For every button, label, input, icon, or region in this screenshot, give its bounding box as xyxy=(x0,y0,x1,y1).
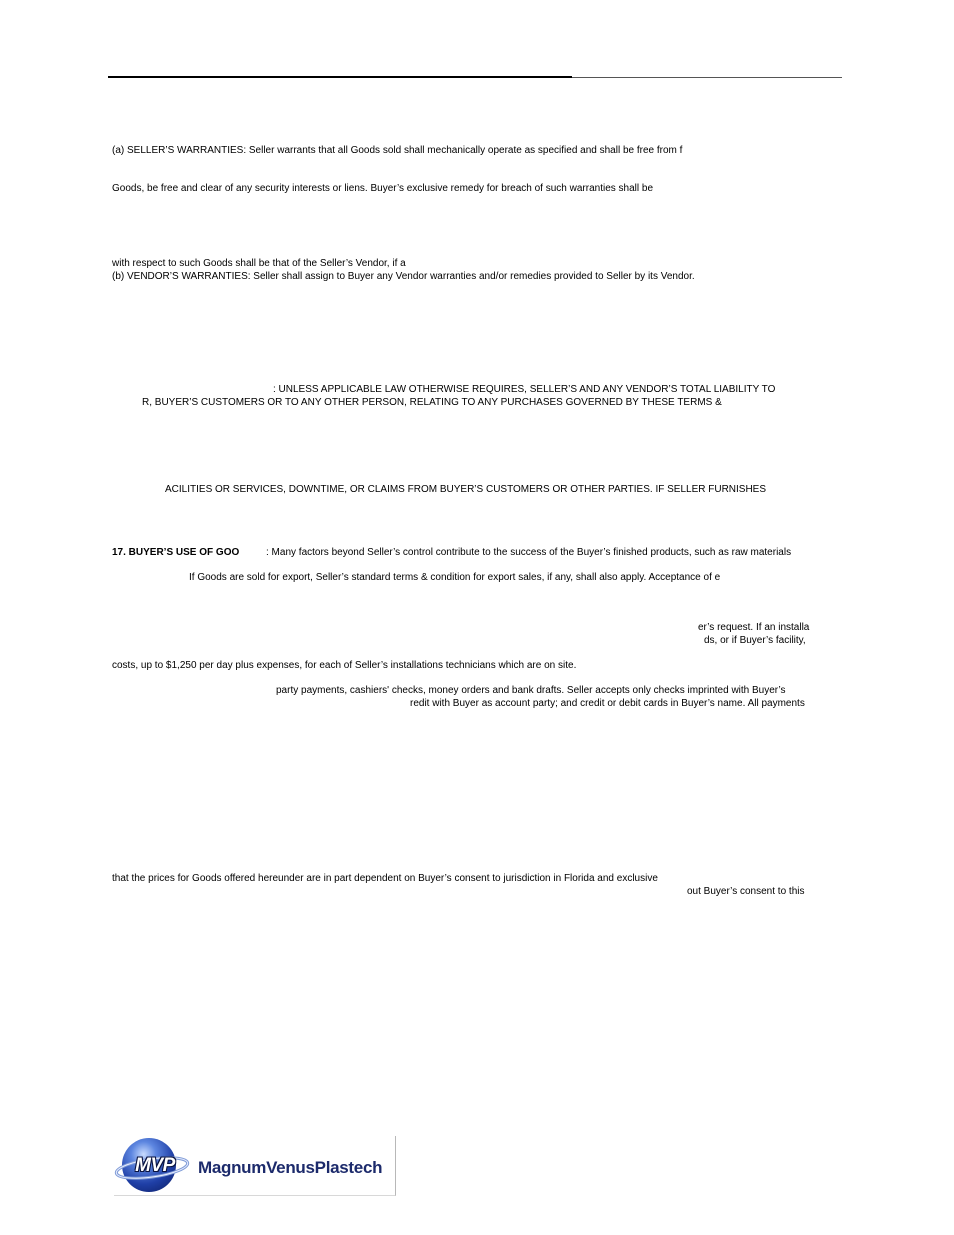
section-17-heading: 17. BUYER’S USE OF GOO xyxy=(112,547,240,558)
header-rule-left xyxy=(108,76,572,78)
logo-wordmark: MagnumVenusPlastech xyxy=(198,1158,383,1177)
warranty-vendor-respect-line: with respect to such Goods shall be that of the Seller’s Vendor, if a xyxy=(112,258,406,269)
warranty-remedy-line: Goods, be free and clear of any security interests or liens. Buyer’s exclusive remedy for breach of such warranties shall be xyxy=(112,183,654,194)
jurisdiction-line-2: out Buyer’s consent to this xyxy=(687,886,805,897)
section-17-text: : Many factors beyond Seller’s control contribute to the success of the Buyer’s finished products, such as raw materials xyxy=(266,547,792,558)
company-logo xyxy=(114,1136,396,1196)
installation-line-1: er’s request. If an installa xyxy=(698,622,810,633)
liability-line-3: ACILITIES OR SERVICES, DOWNTIME, OR CLAIMS FROM BUYER’S CUSTOMERS OR OTHER PARTIES. IF SELLER FURNISHES xyxy=(165,484,767,495)
warranty-vendor-line: (b) VENDOR’S WARRANTIES: Seller shall assign to Buyer any Vendor warranties and/or remedies provided to Seller by its Vendor. xyxy=(112,271,695,282)
export-line: If Goods are sold for export, Seller’s standard terms & condition for export sales, if any, shall also apply. Acceptance of e xyxy=(189,572,721,583)
liability-line-1: : UNLESS APPLICABLE LAW OTHERWISE REQUIRES, SELLER’S AND ANY VENDOR’S TOTAL LIABILITY TO xyxy=(273,384,776,395)
payment-line-2: redit with Buyer as account party; and credit or debit cards in Buyer’s name. All payments xyxy=(410,698,805,709)
payment-line-1: party payments, cashiers' checks, money orders and bank drafts. Seller accepts only checks imprinted with Buyer’s xyxy=(276,685,786,696)
warranty-seller-line: (a) SELLER’S WARRANTIES: Seller warrants that all Goods sold shall mechanically operate as specified and shall be free from f xyxy=(112,145,683,156)
installation-line-2: ds, or if Buyer’s facility, xyxy=(704,635,806,646)
logo-mark: MVP xyxy=(135,1155,175,1176)
liability-line-2: R, BUYER’S CUSTOMERS OR TO ANY OTHER PERSON, RELATING TO ANY PURCHASES GOVERNED BY THESE TERMS & xyxy=(142,397,722,408)
jurisdiction-line-1: that the prices for Goods offered hereunder are in part dependent on Buyer’s consent to jurisdiction in Florida and exclusive xyxy=(112,873,658,884)
installation-costs-line: costs, up to $1,250 per day plus expenses, for each of Seller’s installations technicians which are on site. xyxy=(112,660,577,671)
header-rule-right xyxy=(572,77,842,78)
